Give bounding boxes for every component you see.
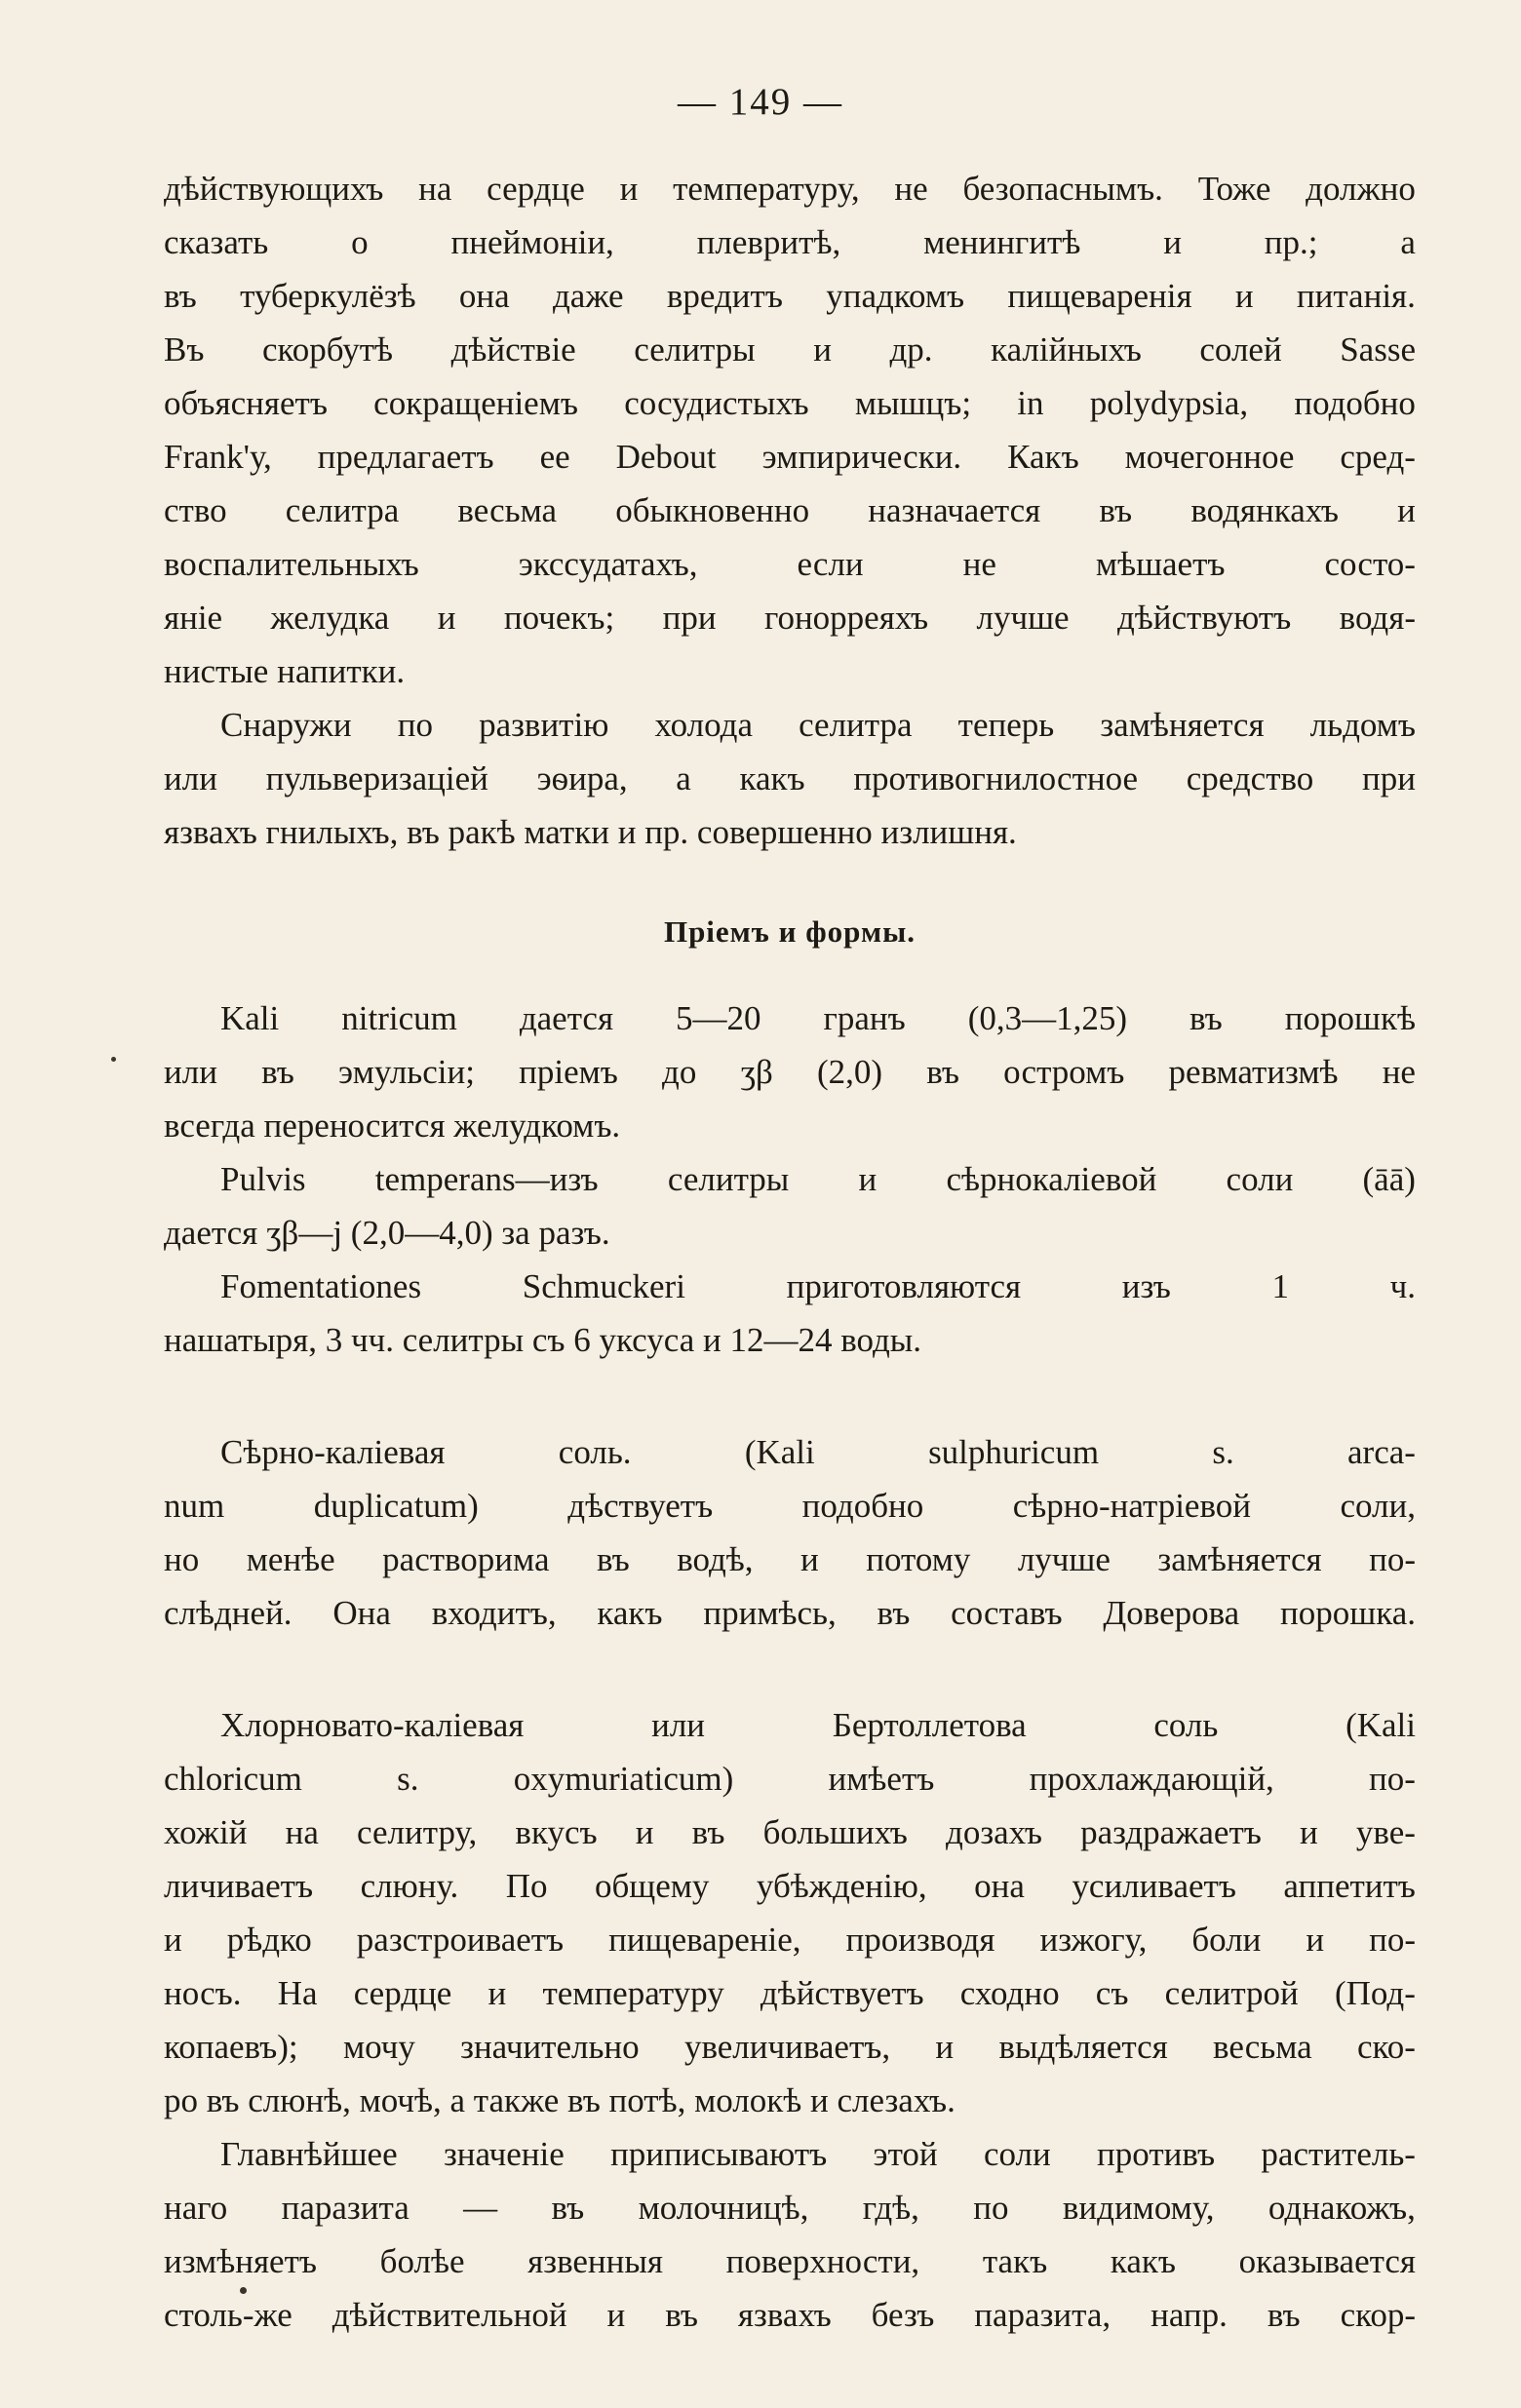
- text-line: Снаружи по развитію холода селитра теперь замѣняется льдомъ: [220, 706, 1416, 744]
- paragraph-block-3: [164, 1425, 1416, 1640]
- text-line: Fomentationes Schmuckeri приготовляются изъ 1 ч.: [220, 1267, 1416, 1305]
- text-line: объясняетъ сокращеніемъ сосудистыхъ мышцъ; in polydypsia, подобно: [164, 384, 1416, 422]
- text-line: Главнѣйшее значеніе приписываютъ этой соли противъ раститель-: [220, 2135, 1416, 2173]
- text-line: личиваетъ слюну. По общему убѣжденію, она усиливаетъ аппетитъ: [164, 1867, 1416, 1905]
- text-line: хожій на селитру, вкусъ и въ большихъ дозахъ раздражаетъ и уве-: [164, 1813, 1416, 1851]
- text-line: ро въ слюнѣ, мочѣ, а также въ потѣ, молокѣ и слезахъ.: [164, 2081, 956, 2119]
- text-line: дѣйствующихъ на сердце и температуру, не безопаснымъ. Тоже должно: [164, 170, 1416, 208]
- paragraph-block-4: [164, 1698, 1416, 2342]
- page-number: — 149 —: [678, 81, 843, 123]
- text-line: яніе желудка и почекъ; при гонорреяхъ лучше дѣйствуютъ водя-: [164, 599, 1416, 637]
- text-line: ство селитра весьма обыкновенно назначается въ водянкахъ и: [164, 491, 1416, 529]
- text-line: слѣдней. Она входитъ, какъ примѣсь, въ составъ Доверова порошка.: [164, 1594, 1416, 1632]
- text-line: столь-же дѣйствительной и въ язвахъ безъ паразита, напр. въ скор-: [164, 2296, 1416, 2334]
- text-line: нашатыря, 3 чч. селитры съ 6 уксуса и 12—24 воды.: [164, 1321, 922, 1359]
- text-line: нистые напитки.: [164, 652, 406, 690]
- text-line: Въ скорбутѣ дѣйствіе селитры и др. калійныхъ солей Sasse: [164, 330, 1416, 369]
- paragraph-block-2: [164, 991, 1416, 1367]
- paragraph-block-1: [164, 162, 1416, 859]
- text-line: Pulvis temperans—изъ селитры и сѣрнокаліевой соли (āā): [220, 1160, 1416, 1198]
- page-body: [164, 162, 1416, 2342]
- text-line: всегда переносится желудкомъ.: [164, 1107, 621, 1145]
- ink-spot: [240, 2287, 247, 2294]
- text-line: chloricum s. oxymuriaticum) имѣетъ прохлаждающій, по-: [164, 1760, 1416, 1798]
- text-line: Хлорновато-каліевая или Бертоллетова соль (Kali: [220, 1706, 1416, 1744]
- text-line: или пульверизаціей эѳира, а какъ противогнилостное средство при: [164, 759, 1416, 797]
- text-line: или въ эмульсіи; пріемъ до ʒβ (2,0) въ остромъ ревматизмѣ не: [164, 1053, 1416, 1091]
- section-heading: Пріемъ и формы.: [663, 914, 916, 949]
- text-line: num duplicatum) дѣствуетъ подобно сѣрно-натріевой соли,: [164, 1487, 1416, 1525]
- text-line: копаевъ); мочу значительно увеличиваетъ, и выдѣляется весьма ско-: [164, 2028, 1416, 2066]
- text-line: Frank'у, предлагаетъ ее Debout эмпирически. Какъ мочегонное сред-: [164, 438, 1416, 476]
- text-line: измѣняетъ болѣе язвенныя поверхности, такъ какъ оказывается: [164, 2242, 1416, 2280]
- text-line: Kali nitricum дается 5—20 гранъ (0,3—1,25) въ порошкѣ: [220, 999, 1416, 1037]
- text-line: и рѣдко разстроиваетъ пищевареніе, производя изжогу, боли и по-: [164, 1921, 1416, 1959]
- text-line: дается ʒβ—j (2,0—4,0) за разъ.: [164, 1214, 610, 1252]
- text-line: воспалительныхъ экссудатахъ, если не мѣшаетъ состо-: [164, 545, 1416, 583]
- text-line: въ туберкулёзѣ она даже вредитъ упадкомъ пищеваренія и питанія.: [164, 277, 1416, 315]
- text-line: но менѣе растворима въ водѣ, и потому лучше замѣняется по-: [164, 1540, 1416, 1578]
- text-line: Сѣрно-каліевая соль. (Kali sulphuricum s. arca-: [220, 1433, 1416, 1471]
- text-line: язвахъ гнилыхъ, въ ракѣ матки и пр. совершенно излишня.: [164, 813, 1017, 851]
- text-line: наго паразита — въ молочницѣ, гдѣ, по видимому, однакожъ,: [164, 2189, 1416, 2227]
- ink-spot: [111, 1057, 116, 1062]
- text-line: сказать о пнеймоніи, плевритѣ, менингитѣ и пр.; а: [164, 223, 1416, 261]
- text-line: носъ. На сердце и температуру дѣйствуетъ сходно съ селитрой (Под-: [164, 1974, 1416, 2012]
